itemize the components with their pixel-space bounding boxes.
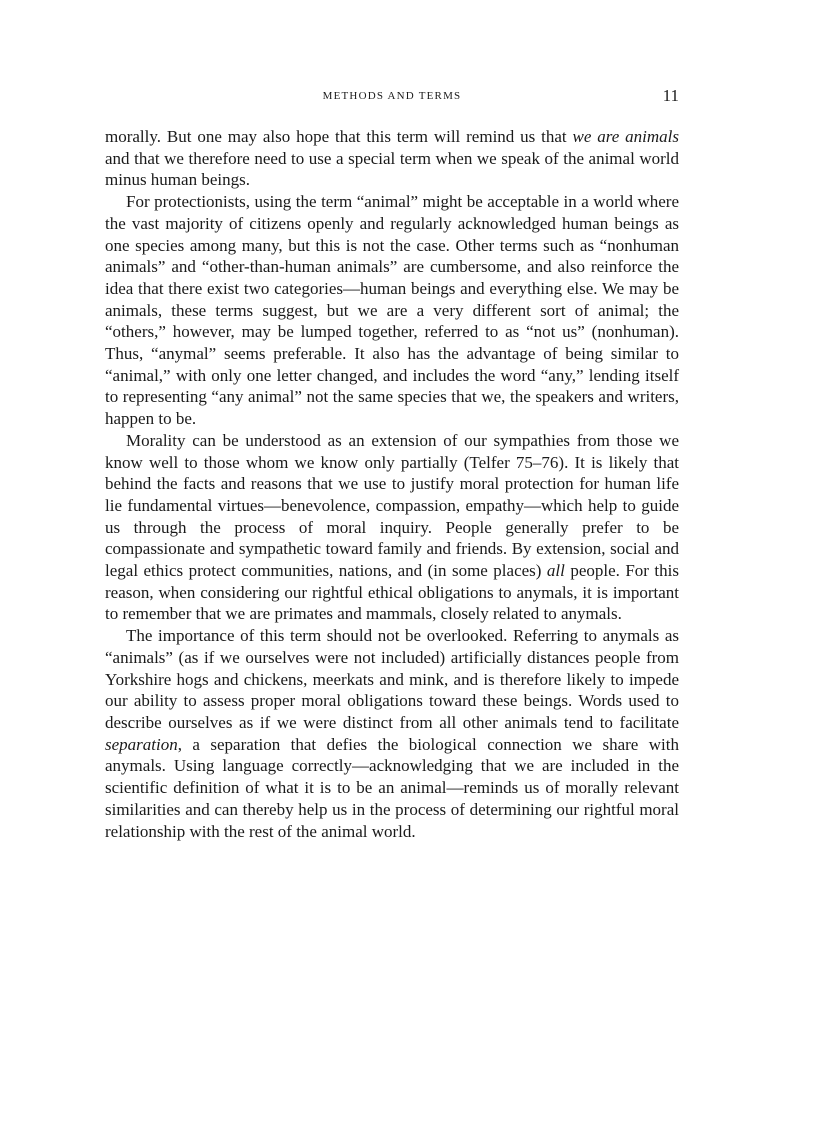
text-run: people. For this reason, when considering our rightful ethical obligations to anymals, it is important to remember that we are primates and mammals, closely related to anymals.: [105, 561, 679, 624]
text-run: and that we therefore need to use a special term when we speak of the animal world minus human beings.: [105, 148, 679, 190]
text-run: The importance of this term should not be overlooked. Referring to anymals as “animals” (as if we ourselves were not included) artificially distances people from Yorkshire hogs and chickens, meerkats and mink, and is therefore likely to impede our ability to assess proper moral obligations toward these beings. Words used to describe ourselves as if we were distinct from all other animals tend to facilitate: [105, 626, 679, 732]
body-text: [105, 126, 679, 842]
text-run: For protectionists, using the term “animal” might be acceptable in a world where the vast majority of citizens openly and regularly acknowledged human beings as one species among many, but this is not the case. Other terms such as “nonhuman animals” and “other-than-human animals” are cumbersome, and also reinforce the idea that there exist two categories—human beings and everything else. We may be animals, these terms suggest, but we are a very different sort of animal; the “others,” however, may be lumped together, referred to as “not us” (nonhuman). Thus, “anymal” seems preferable. It also has the advantage of being similar to “animal,” with only one letter changed, and includes the word “any,” lending itself to representing “any animal” not the same species that we, the speakers and writers, happen to be.: [105, 192, 679, 429]
emphasis-separation: separation: [105, 734, 178, 754]
paragraph-1: [105, 126, 679, 191]
paragraph-3: [105, 430, 679, 625]
page-number: 11: [662, 86, 679, 105]
paragraph-2: [105, 191, 679, 430]
text-run: , a separation that defies the biological connection we share with anymals. Using language correctly—acknowledging that we are included in the scientific definition of what it is to be an animal—reminds us of morally relevant similarities and can thereby help us in the process of determining our rightful moral relationship with the rest of the animal world.: [105, 734, 679, 841]
text-run: morally. But one may also hope that this term will remind us that: [105, 127, 573, 146]
emphasis-all: all: [546, 561, 565, 581]
emphasis-we-are-animals: we are animals: [572, 127, 679, 146]
paragraph-4: [105, 625, 679, 842]
running-title: METHODS AND TERMS: [322, 90, 462, 102]
text-run: Morality can be understood as an extension of our sympathies from those we know well to those whom we know only partially (Telfer 75–76). It is likely that behind the facts and reasons that we use to justify moral protection for human life lie fundamental virtues—benevolence, compassion, empathy—which help to guide us through the process of moral inquiry. People generally prefer to be compassionate and sympathetic toward family and friends. By extension, social and legal ethics protect communities, nations, and (in some places): [105, 430, 679, 581]
running-head: [105, 86, 679, 108]
